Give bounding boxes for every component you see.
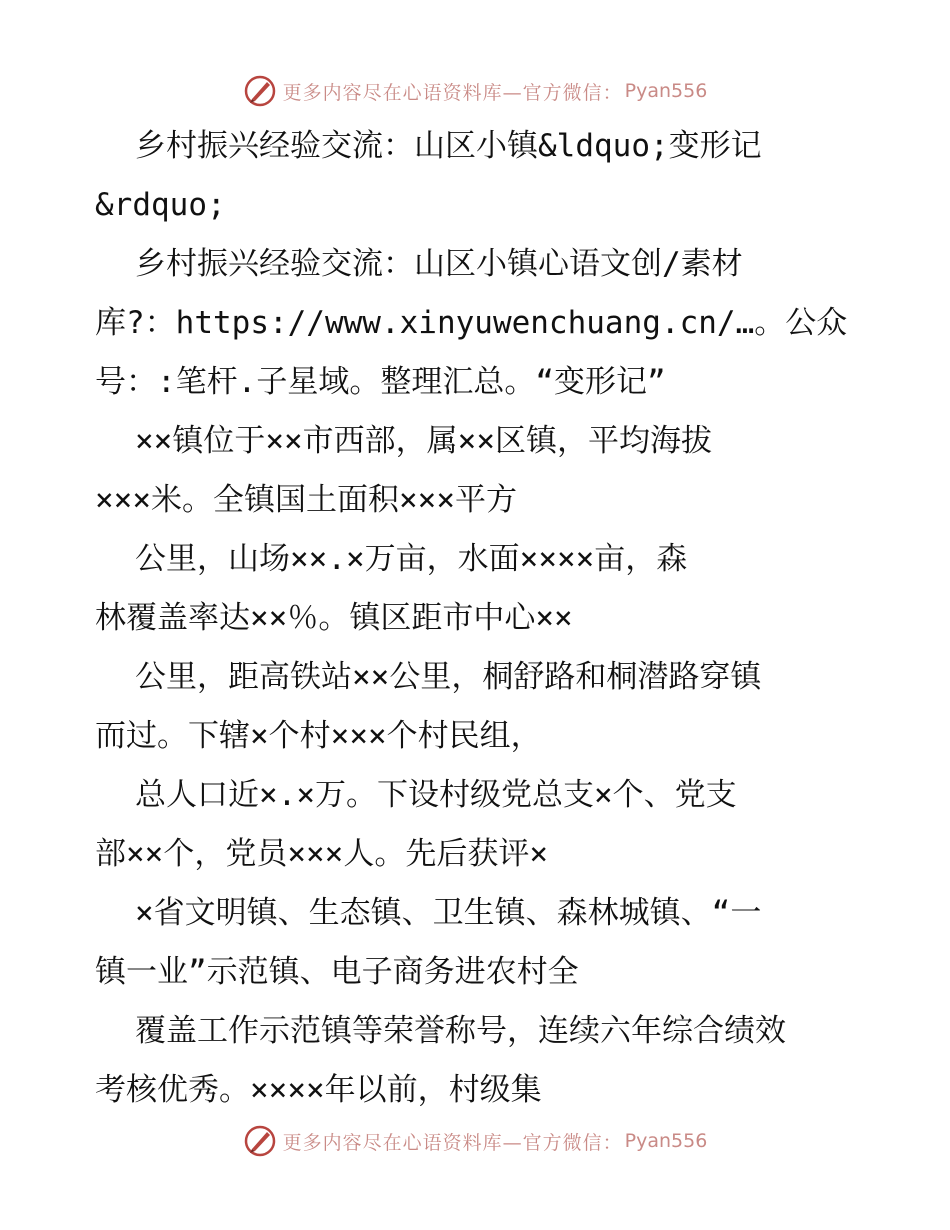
- header-watermark: [0, 71, 950, 111]
- text-line: &rdquo;: [95, 187, 226, 223]
- text-line: 乡村振兴经验交流：山区小镇心语文创/素材: [135, 246, 743, 282]
- text-line: ××镇位于××市西部，属××区镇，平均海拔: [135, 423, 712, 459]
- text-line: 号：:笔杆.子星域。整理汇总。“变形记”: [95, 364, 666, 400]
- text-line: 覆盖工作示范镇等荣誉称号，连续六年综合绩效: [135, 1013, 786, 1049]
- text-line: 部××个，党员×××人。先后获评×: [95, 836, 548, 872]
- footer-watermark: [0, 1121, 950, 1161]
- watermark-wechat-id: Pyan556: [624, 80, 708, 102]
- text-line: 公里，山场××.×万亩，水面××××亩，森: [135, 541, 688, 577]
- watermark-text: 更多内容尽在心语资料库—官方微信：: [282, 81, 623, 104]
- text-line: 而过。下辖×个村×××个村民组，: [95, 718, 542, 754]
- quill-pen-logo-icon: [243, 1124, 277, 1158]
- text-line: 库?：https://www.xinyuwenchuang.cn/…。公众: [95, 305, 848, 341]
- watermark-wechat-id: Pyan556: [624, 1130, 708, 1152]
- text-line: ×省文明镇、生态镇、卫生镇、森林城镇、“一: [135, 895, 762, 931]
- text-line: 林覆盖率达××％。镇区距市中心××: [95, 600, 573, 636]
- text-line: 公里，距高铁站××公里，桐舒路和桐潜路穿镇: [135, 659, 762, 695]
- document-body: [95, 117, 865, 1120]
- text-line: 考核优秀。××××年以前，村级集: [95, 1072, 542, 1108]
- text-line: ×××米。全镇国土面积×××平方: [95, 482, 517, 518]
- text-line: 镇一业”示范镇、电子商务进农村全: [95, 954, 579, 990]
- watermark-text: 更多内容尽在心语资料库—官方微信：: [282, 1131, 623, 1154]
- text-line: 总人口近×.×万。下设村级党总支×个、党支: [135, 777, 737, 813]
- text-line: 乡村振兴经验交流：山区小镇&ldquo;变形记: [135, 128, 762, 164]
- quill-pen-logo-icon: [243, 74, 277, 108]
